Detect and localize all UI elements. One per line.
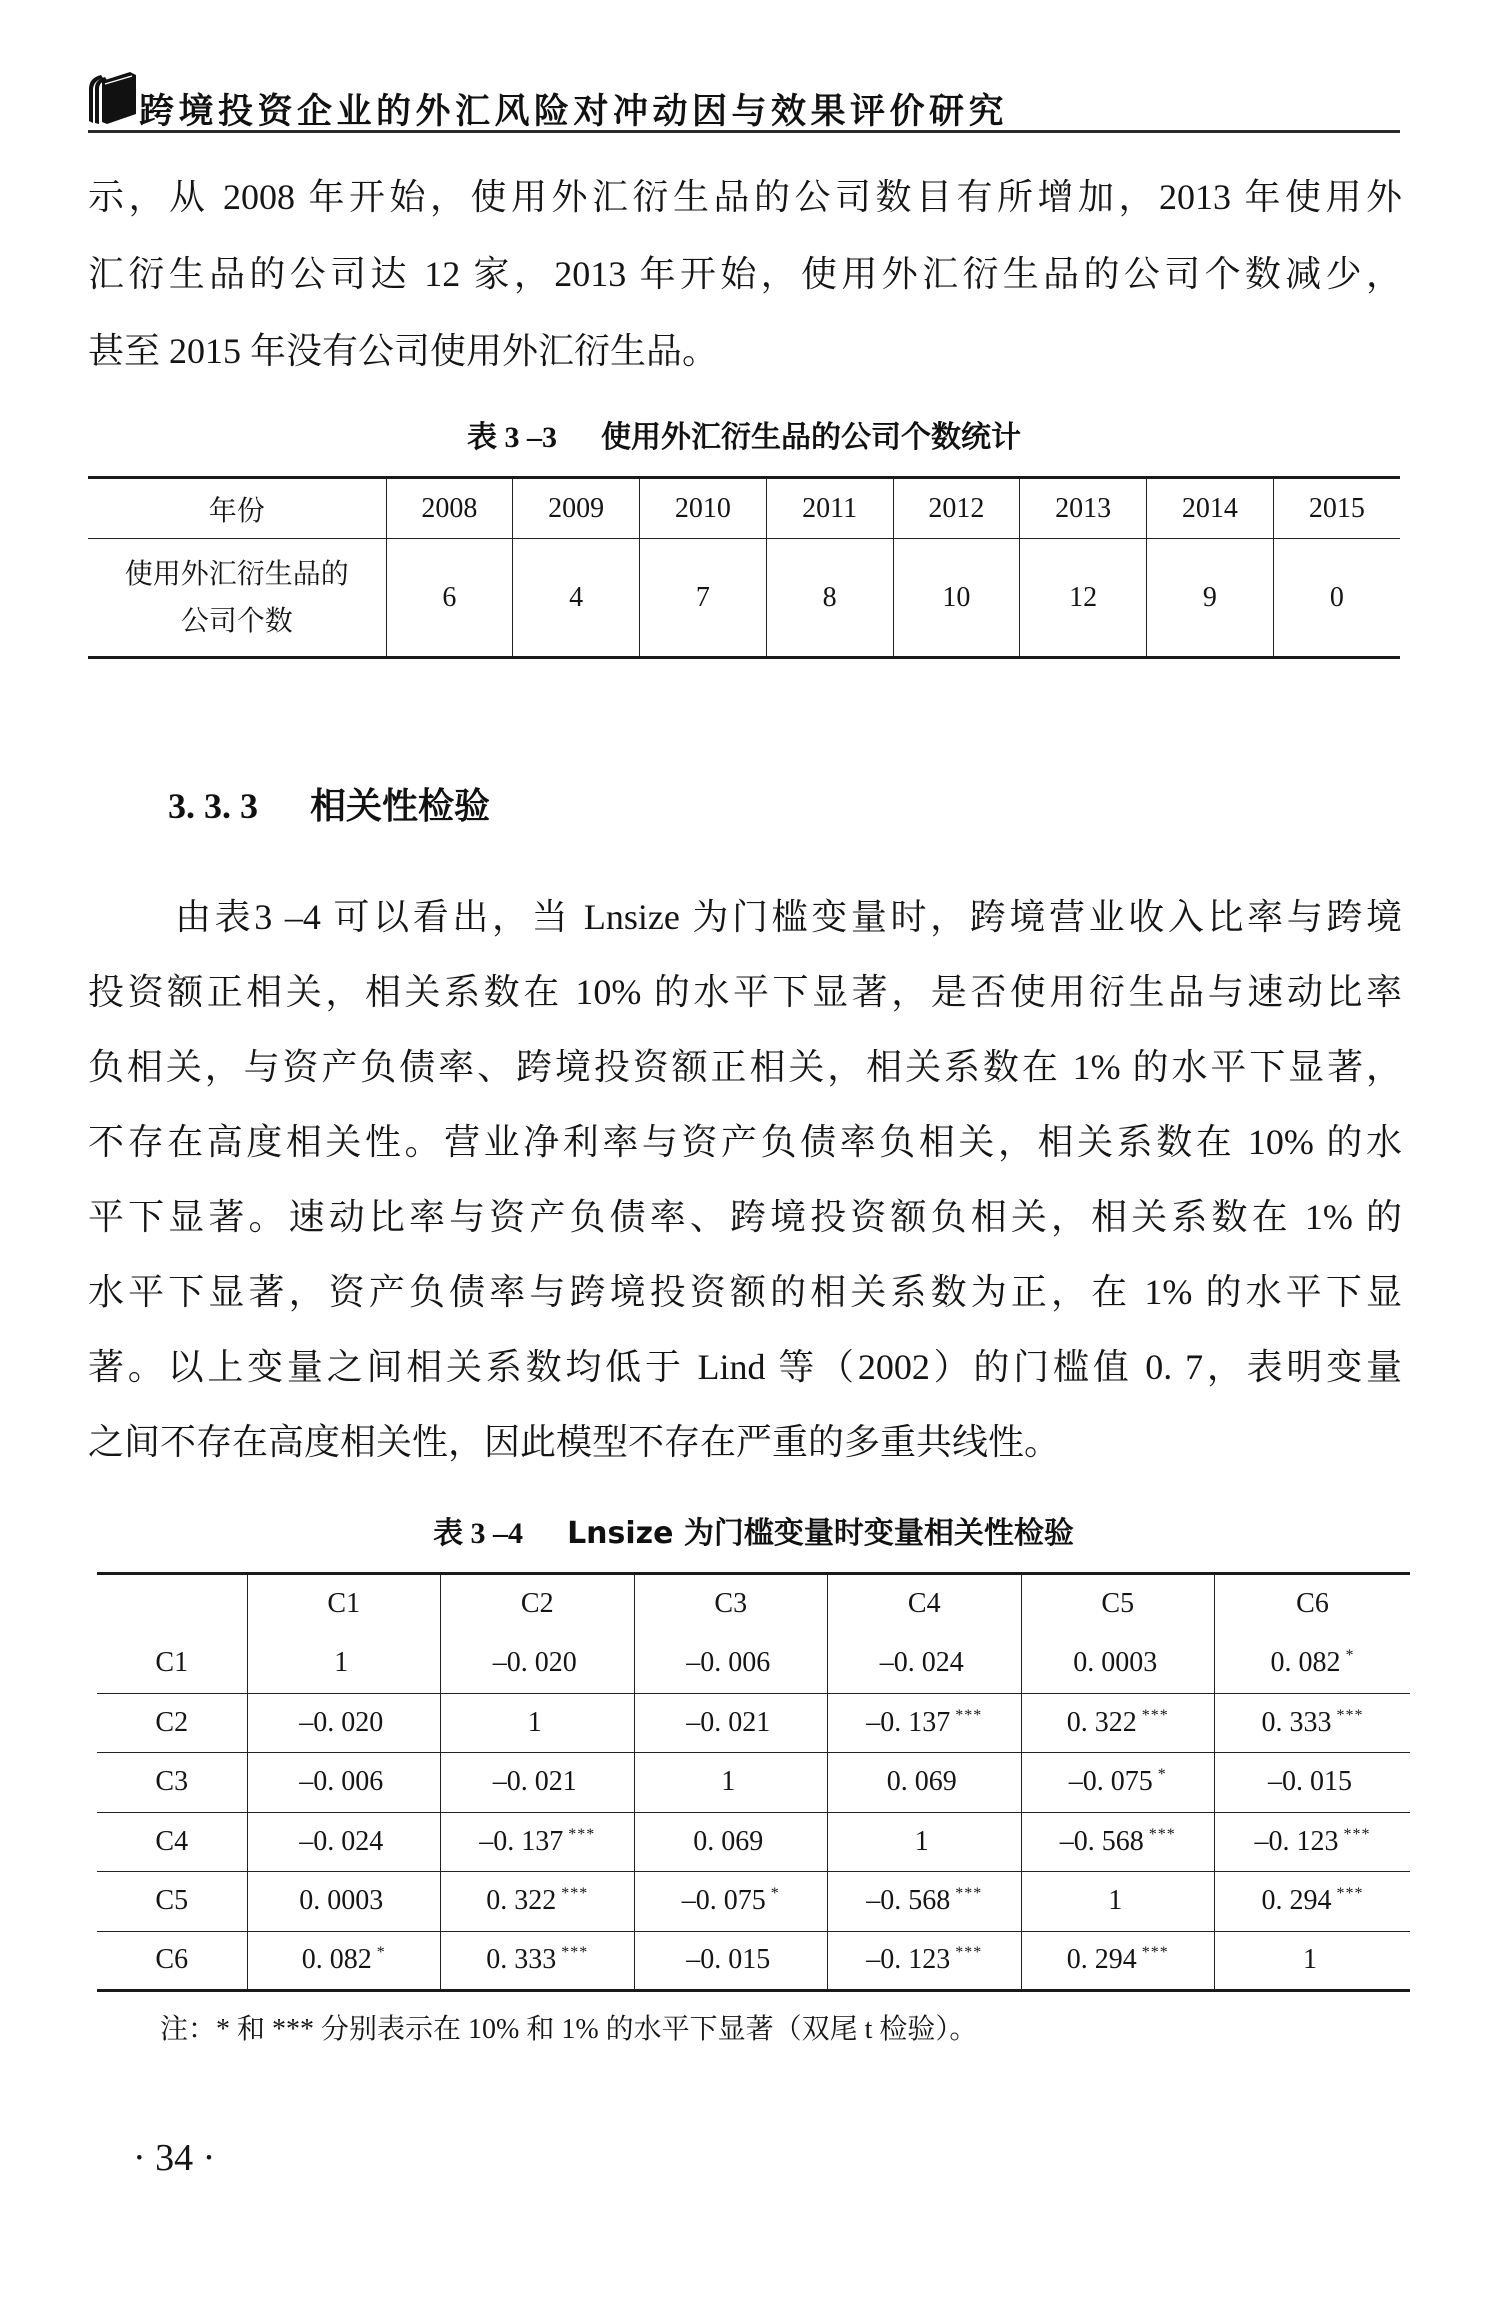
correlation-cell [441,1693,635,1753]
coefficient-value: 0. 333 [1261,1706,1332,1738]
coefficient-value: 0. 294 [1261,1885,1332,1917]
correlation-cell [828,1753,1022,1813]
correlation-cell [247,1872,441,1932]
row-label-cell: C2 [97,1693,247,1753]
correlation-cell [828,1634,1022,1694]
correlation-cell [828,1872,1022,1932]
row-label-line: 公司个数 [180,605,293,637]
correlation-cell [1215,1634,1411,1694]
value-cell: 0 [1273,539,1400,658]
coefficient-value: 0. 0003 [1073,1647,1158,1678]
correlation-cell [828,1812,1022,1872]
correlation-cell [634,1812,828,1872]
text-line: 不存在高度相关性。营业净利率与资产负债率负相关，相关系数在 10% 的水 [88,1122,1402,1162]
table-number: 表 3 –4 [433,1517,524,1550]
coefficient-value: 0. 082 [301,1944,372,1976]
coefficient-value: –0. 006 [299,1766,384,1798]
correlation-cell [1215,1753,1411,1813]
paragraph [88,880,1402,1480]
correlation-cell [828,1693,1022,1753]
table-title: Lnsize 为门槛变量时变量相关性检验 [567,1516,1074,1551]
text-line: 著。以上变量之间相关系数均低于 Lind 等（2002）的门槛值 0. 7，表明变量 [88,1347,1402,1387]
value-cell: 6 [386,539,513,658]
page-number: · 34 · [133,2137,216,2179]
correlation-cell [1215,1872,1411,1932]
coefficient-value: 1 [914,1825,929,1857]
coefficient-value: 0. 069 [886,1766,957,1798]
table-caption [97,1514,1410,1554]
coefficient-value: –0. 006 [686,1647,771,1678]
coefficient-value: –0. 137 [479,1825,564,1857]
coefficient-value: –0. 123 [866,1944,951,1976]
correlation-cell [247,1634,441,1694]
correlation-cell [441,1812,635,1872]
text-line: 示，从 2008 年开始，使用外汇衍生品的公司数目有所增加，2013 年使用外 [88,177,1402,217]
table-row [97,1634,1410,1694]
correlation-cell [634,1693,828,1753]
correlation-cell [1215,1931,1411,1991]
coefficient-value: 0. 0003 [299,1885,384,1917]
row-label-cell: C5 [97,1872,247,1932]
correlation-cell [1021,1753,1215,1813]
value-cell: 9 [1147,539,1274,658]
significance-stars: *** [1148,1825,1176,1843]
table-number: 表 3 –3 [467,421,557,454]
coefficient-value: 0. 082 [1270,1647,1341,1678]
correlation-cell [828,1931,1022,1991]
value-cell: 12 [1020,539,1147,658]
column-header-cell: C5 [1021,1574,1215,1634]
significance-stars: *** [955,1885,983,1903]
correlation-cell [247,1931,441,1991]
coefficient-value: 0. 322 [486,1885,557,1917]
column-header-cell: C1 [247,1574,441,1634]
significance-stars: *** [955,1706,983,1724]
coefficient-value: –0. 015 [686,1944,771,1976]
section-number: 3. 3. 3 [168,786,258,826]
text-line: 之间不存在高度相关性，因此模型不存在严重的多重共线性。 [88,1422,1061,1462]
coefficient-value: 1 [1303,1944,1317,1976]
table-header-row [97,1574,1410,1634]
year-header-cell: 2014 [1147,478,1274,539]
correlation-cell [441,1872,635,1932]
significance-stars: *** [568,1825,596,1843]
significance-stars: *** [1343,1825,1371,1843]
coefficient-value: –0. 020 [299,1706,384,1738]
company-count-table [88,476,1400,659]
coefficient-value: 1 [721,1766,736,1798]
correlation-cell [247,1753,441,1813]
coefficient-value: –0. 021 [686,1706,771,1738]
text-line: 由表3 –4 可以看出，当 Lnsize 为门槛变量时，跨境营业收入比率与跨境 [175,897,1402,937]
table-caption [88,418,1400,458]
correlation-cell [1215,1812,1411,1872]
coefficient-value: –0. 568 [866,1885,951,1917]
row-header-cell [88,478,386,539]
coefficient-value: 0. 294 [1066,1944,1137,1976]
section-heading [168,784,490,828]
row-label-cell: C1 [97,1634,247,1694]
significance-stars: *** [1336,1706,1364,1724]
row-header-label: 年份 [208,495,265,527]
coefficient-value: 1 [527,1706,542,1738]
coefficient-value: –0. 075 [1068,1766,1153,1798]
significance-stars: *** [1336,1885,1364,1903]
correlation-cell [634,1753,828,1813]
section-title: 相关性检验 [310,786,491,827]
table-row [97,1872,1410,1932]
correlation-cell [441,1931,635,1991]
correlation-cell [1021,1931,1215,1991]
coefficient-value: –0. 015 [1268,1766,1352,1798]
book-icon [86,69,136,125]
year-header-cell: 2011 [766,478,893,539]
significance-stars: *** [955,1944,983,1962]
significance-stars: *** [1141,1706,1169,1724]
significance-stars: * [1157,1766,1167,1784]
significance-stars: * [770,1885,780,1903]
row-label-cell: C6 [97,1931,247,1991]
value-cell: 4 [513,539,640,658]
column-header-cell: C3 [634,1574,828,1634]
correlation-cell [1021,1693,1215,1753]
coefficient-value: –0. 024 [299,1825,384,1857]
significance-stars: *** [561,1885,589,1903]
correlation-cell [1021,1872,1215,1932]
correlation-cell [247,1693,441,1753]
header-rule [88,130,1400,133]
year-header-cell: 2009 [513,478,640,539]
coefficient-value: 1 [334,1647,349,1678]
text-line: 投资额正相关，相关系数在 10% 的水平下显著，是否使用衍生品与速动比率 [88,972,1402,1012]
paragraph-continued [88,159,1402,390]
significance-stars: *** [1141,1944,1169,1962]
coefficient-value: –0. 568 [1059,1825,1144,1857]
corner-cell [97,1574,247,1634]
correlation-cell [634,1931,828,1991]
year-header-cell: 2010 [640,478,767,539]
coefficient-value: 0. 322 [1066,1706,1137,1738]
correlation-table [97,1572,1410,1992]
correlation-cell [247,1812,441,1872]
text-line: 负相关，与资产负债率、跨境投资额正相关，相关系数在 1% 的水平下显著， [88,1047,1402,1087]
table-row [97,1812,1410,1872]
table-row [97,1693,1410,1753]
row-label-cell: C4 [97,1812,247,1872]
coefficient-value: –0. 021 [492,1766,577,1798]
coefficient-value: 0. 333 [486,1944,557,1976]
significance-stars: * [376,1944,386,1962]
coefficient-value: –0. 137 [866,1706,951,1738]
table-title: 使用外汇衍生品的公司个数统计 [601,420,1021,455]
table-row [88,539,1400,658]
table-row [97,1753,1410,1813]
coefficient-value: –0. 024 [879,1647,964,1678]
correlation-cell [634,1634,828,1694]
correlation-cell [634,1872,828,1932]
year-header-cell: 2013 [1020,478,1147,539]
table-row [97,1931,1410,1991]
coefficient-value: 1 [1108,1885,1123,1917]
table-note: 注：* 和 *** 分别表示在 10% 和 1% 的水平下显著（双尾 t 检验）。 [160,2014,978,2045]
running-header-title: 跨境投资企业的外汇风险对冲动因与效果评价研究 [139,92,1009,132]
row-label-cell: C3 [97,1753,247,1813]
value-cell: 10 [893,539,1020,658]
value-cell: 7 [640,539,767,658]
row-label-line: 使用外汇衍生品的 [124,558,349,590]
year-header-cell: 2008 [386,478,513,539]
significance-stars: * [1345,1647,1355,1664]
text-line: 平下显著。速动比率与资产负债率、跨境投资额负相关，相关系数在 1% 的 [88,1197,1402,1237]
table-header-row [88,478,1400,539]
column-header-cell: C2 [441,1574,635,1634]
year-header-cell: 2015 [1273,478,1400,539]
value-cell: 8 [766,539,893,658]
correlation-cell [1215,1693,1411,1753]
coefficient-value: 0. 069 [693,1825,764,1857]
coefficient-value: –0. 020 [492,1647,577,1678]
correlation-cell [441,1753,635,1813]
column-header-cell: C6 [1215,1574,1411,1634]
column-header-cell: C4 [828,1574,1022,1634]
correlation-cell [441,1634,635,1694]
text-line: 水平下显著，资产负债率与跨境投资额的相关系数为正，在 1% 的水平下显 [88,1272,1402,1312]
coefficient-value: –0. 075 [681,1885,766,1917]
year-header-cell: 2012 [893,478,1020,539]
row-label-cell [88,539,386,658]
coefficient-value: –0. 123 [1254,1825,1339,1857]
correlation-cell [1021,1634,1215,1694]
correlation-cell [1021,1812,1215,1872]
text-line: 甚至 2015 年没有公司使用外汇衍生品。 [88,331,719,371]
significance-stars: *** [561,1944,589,1962]
text-line: 汇衍生品的公司达 12 家，2013 年开始，使用外汇衍生品的公司个数减少， [88,254,1402,294]
